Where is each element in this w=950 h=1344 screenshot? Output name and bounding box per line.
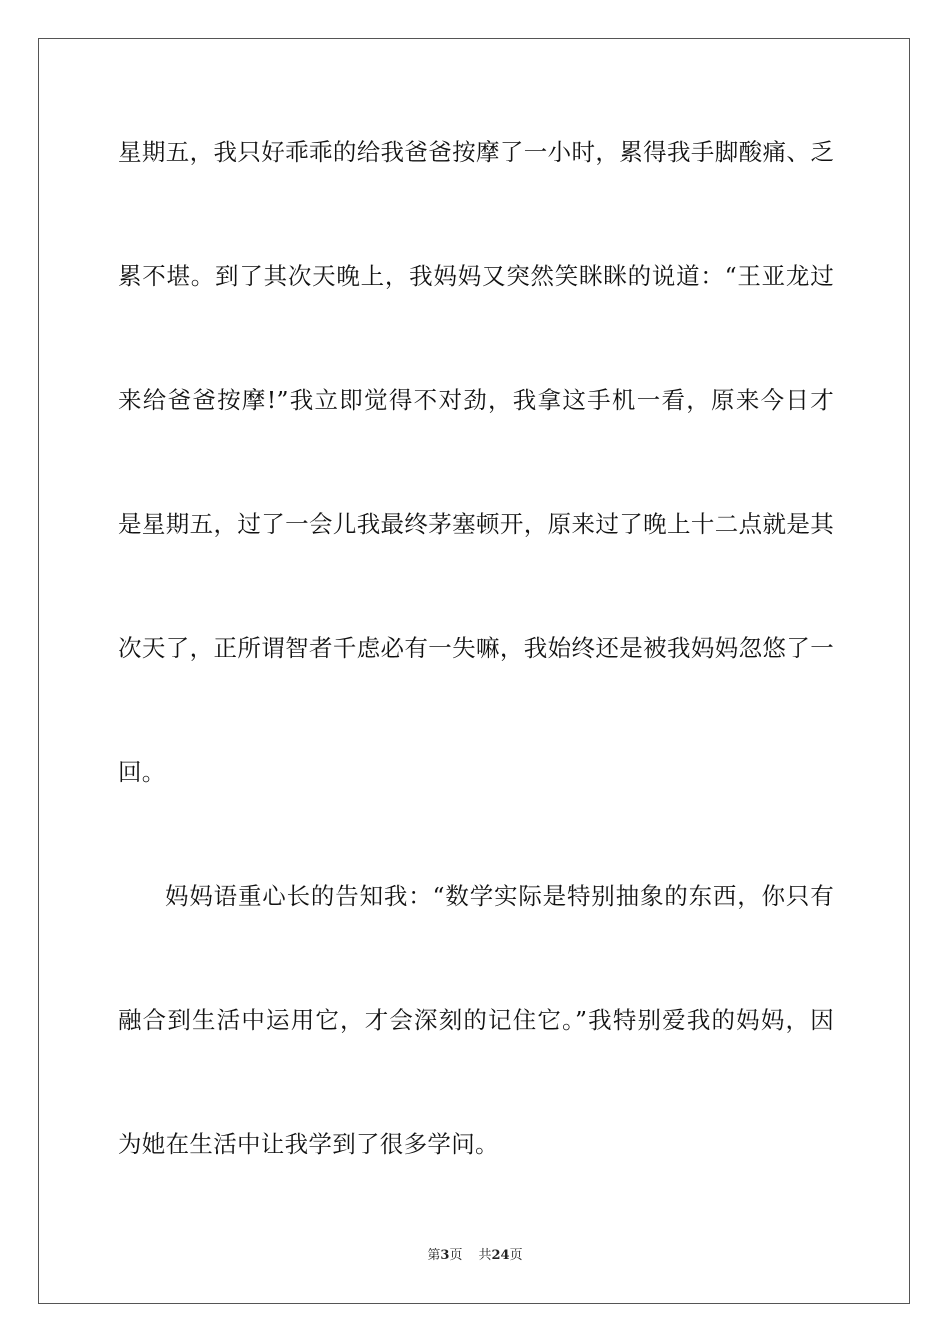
footer-total-prefix: 共 <box>478 1248 492 1263</box>
page-footer <box>0 1248 950 1264</box>
paragraph-line-1: 星期五，我只好乖乖的给我爸爸按摩了一小时，累得我手脚酸痛、乏 <box>118 138 834 166</box>
paragraph-line-3: 来给爸爸按摩!”我立即觉得不对劲，我拿这手机一看，原来今日才 <box>118 386 834 414</box>
paragraph-line-7: 妈妈语重心长的告知我：“数学实际是特别抽象的东西，你只有 <box>165 882 834 910</box>
footer-page-number: 3 <box>440 1248 450 1263</box>
paragraph-line-4: 是星期五，过了一会儿我最终茅塞顿开，原来过了晚上十二点就是其 <box>118 510 834 538</box>
footer-total-number: 24 <box>491 1248 510 1263</box>
footer-page-prefix: 第 <box>427 1248 441 1263</box>
paragraph-line-8: 融合到生活中运用它，才会深刻的记住它。”我特别爱我的妈妈，因 <box>118 1006 834 1034</box>
footer-total-suffix: 页 <box>509 1248 523 1263</box>
paragraph-line-6: 回。 <box>118 758 166 786</box>
paragraph-line-2: 累不堪。到了其次天晚上，我妈妈又突然笑眯眯的说道：“王亚龙过 <box>118 262 834 290</box>
page-border <box>38 38 910 1304</box>
paragraph-line-5: 次天了，正所谓智者千虑必有一失嘛，我始终还是被我妈妈忽悠了一 <box>118 634 834 662</box>
footer-page-suffix: 页 <box>449 1248 463 1263</box>
paragraph-line-9: 为她在生活中让我学到了很多学问。 <box>118 1130 499 1158</box>
